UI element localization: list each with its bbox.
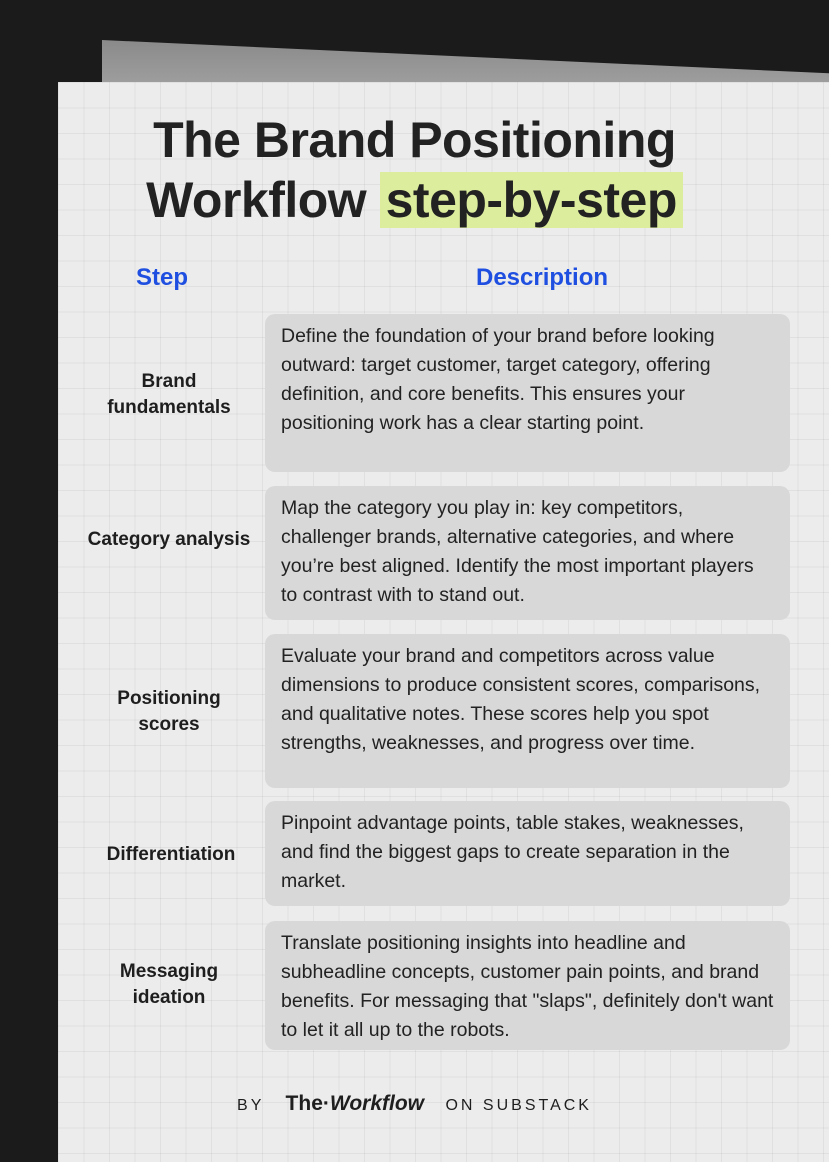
- logo-the: The: [285, 1092, 323, 1115]
- step-description: Define the foundation of your brand before looking outward: target customer, target category, offering definition, and core benefits. This ensures your positioning work has a clear starting point.: [265, 314, 790, 472]
- title-highlight: step-by-step: [380, 172, 683, 228]
- step-description: Map the category you play in: key competitors, challenger brands, alternative categories, and where you’re best aligned. Identify the most important players to contrast with to stand out.: [265, 486, 790, 620]
- footer-on-substack: ON SUBSTACK: [445, 1097, 592, 1114]
- page-title: [0, 110, 829, 230]
- the-workflow-logo[interactable]: [286, 1092, 424, 1115]
- step-label: Messaging ideation: [119, 961, 219, 1008]
- title-line-1: The Brand Positioning: [153, 112, 676, 168]
- logo-dot: ·: [322, 1092, 330, 1115]
- step-label: Category analysis: [87, 529, 251, 550]
- footer-by: BY: [237, 1097, 265, 1114]
- logo-workflow: Workflow: [329, 1092, 425, 1115]
- column-header-step: Step: [136, 264, 189, 291]
- step-description: Evaluate your brand and competitors across value dimensions to produce consistent scores, comparisons, and qualitative notes. These scores help you spot strengths, weaknesses, and progress over time.: [265, 634, 790, 788]
- footer-credit: [0, 1092, 829, 1116]
- step-label: Positioning scores: [117, 688, 221, 735]
- column-header-description: Description: [476, 264, 609, 291]
- title-line-2: Workflow: [146, 172, 367, 228]
- step-description: Translate positioning insights into headline and subheadline concepts, customer pain points, and brand benefits. For messaging that "slaps", definitely don't want to let it all up to the robots.: [265, 921, 790, 1050]
- step-description: Pinpoint advantage points, table stakes, weaknesses, and find the biggest gaps to create separation in the market.: [265, 801, 790, 906]
- step-label: Differentiation: [106, 844, 236, 865]
- step-label: Brand fundamentals: [107, 371, 231, 418]
